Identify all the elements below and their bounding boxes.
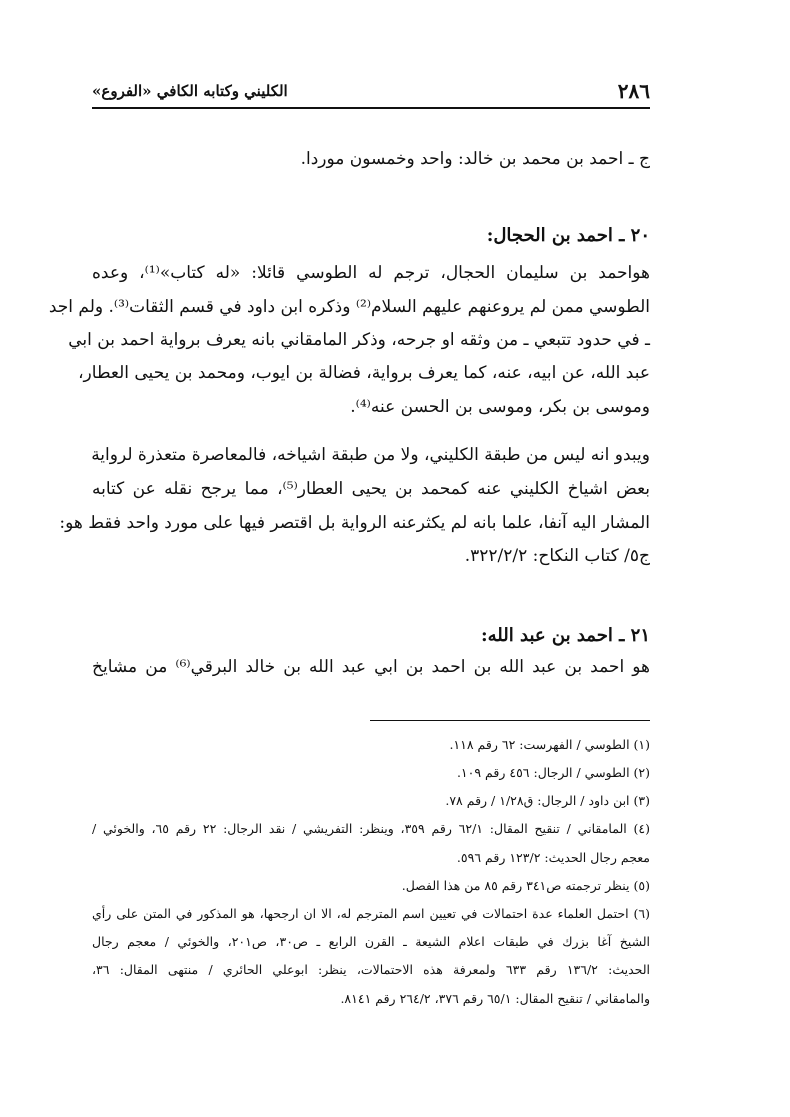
entry-20-p2-line-4: ج٥/ كتاب النكاح: ٣٢٢/٢/٢.	[464, 546, 650, 566]
entry-20-line-2: الطوسي ممن لم يروعنهم عليهم السلام⁽²⁾ وذكره ابن داود في قسم الثقات⁽³⁾. ولم اجد	[48, 297, 650, 317]
entry-21-heading: ٢١ ـ احمد بن عبد الله:	[480, 625, 650, 646]
entry-20-p2-line-2: بعض اشياخ الكليني عنه كمحمد بن يحيى العطار⁽⁵⁾، مما يرجح نقله عن كتابه	[92, 479, 651, 499]
entry-20-line-1: هواحمد بن سليمان الحجال، ترجم له الطوسي قائلا: «له كتاب»⁽¹⁾، وعده	[92, 263, 651, 283]
footnote-4-line-1: (٤) المامقاني / تنقيح المقال: ٦٢/١ رقم ٣٥٩، وينظر: التفريشي / نقد الرجال: ٢٢ رقم ٦٥، والخوئي /	[92, 821, 650, 836]
entry-21-line-1: هو احمد بن عبد الله بن احمد بن ابي عبد الله بن خالد البرقي⁽⁶⁾ من مشايخ	[92, 657, 651, 677]
footnote-6-line-1: (٦) احتمل العلماء عدة احتمالات في تعيين اسم المترجم له، الا ان ارجحها، هو المذكور في المتن على رأي	[92, 906, 650, 921]
footnote-6-line-3: الحديث: ١٣٦/٢ رقم ٦٣٣ ولمعرفة هذه الاحتمالات، ينظر: ابوعلي الحائري / منتهى المقال: ٣٦،	[92, 962, 650, 977]
footnote-5: (٥) ينظر ترجمته ص٣٤١ رقم ٨٥ من هذا الفصل.	[401, 878, 650, 893]
footnote-2: (٢) الطوسي / الرجال: ٤٥٦ رقم ١٠٩.	[456, 765, 650, 780]
footnote-4-line-2: معجم رجال الحديث: ١٢٣/٢ رقم ٥٩٦.	[456, 850, 650, 865]
running-title: الكليني وكتابه الكافي «الفروع»	[92, 82, 288, 100]
page-header	[92, 78, 650, 104]
header-rule	[92, 107, 650, 109]
footnote-separator	[370, 720, 650, 721]
footnote-3: (٣) ابن داود / الرجال: ق١/٢٨ / رقم ٧٨.	[445, 793, 650, 808]
entry-20-heading: ٢٠ ـ احمد بن الحجال:	[486, 225, 650, 246]
entry-20-p2-line-3: المشار اليه آنفا، علما بانه لم يكثرعنه الرواية بل اقتصر فيها على مورد واحد فقط هو:	[59, 513, 650, 533]
entry-20-line-4: عبد الله، عن ابيه، عنه، كما يعرف برواية، فضالة بن ايوب، ومحمد بن يحيى العطار،	[78, 363, 650, 383]
page-number: ٢٨٦	[617, 79, 650, 103]
footnote-6-line-2: الشيخ آغا بزرك في طبقات اعلام الشيعة ـ القرن الرابع ـ ص٣٠، ص٢٠١، والخوئي / معجم رجال	[92, 934, 651, 949]
entry-20-line-3: ـ في حدود تتبعي ـ من وثقه او جرحه، وذكر المامقاني بانه يعرف برواية احمد بن ابي	[68, 330, 650, 350]
footnote-6-line-4: والمامقاني / تنقيح المقال: ٦٥/١ رقم ٣٧٦، ٢٦٤/٢ رقم ٨١٤١.	[340, 991, 650, 1006]
intro-line: ج ـ احمد بن محمد بن خالد: واحد وخمسون موردا.	[300, 149, 650, 169]
entry-20-p2-line-1: ويبدو انه ليس من طبقة الكليني، ولا من طبقة اشياخه، فالمعاصرة متعذرة لرواية	[91, 445, 650, 465]
entry-20-line-5: وموسى بن بكر، وموسى بن الحسن عنه⁽⁴⁾.	[350, 397, 650, 417]
footnote-1: (١) الطوسي / الفهرست: ٦٢ رقم ١١٨.	[449, 737, 650, 752]
